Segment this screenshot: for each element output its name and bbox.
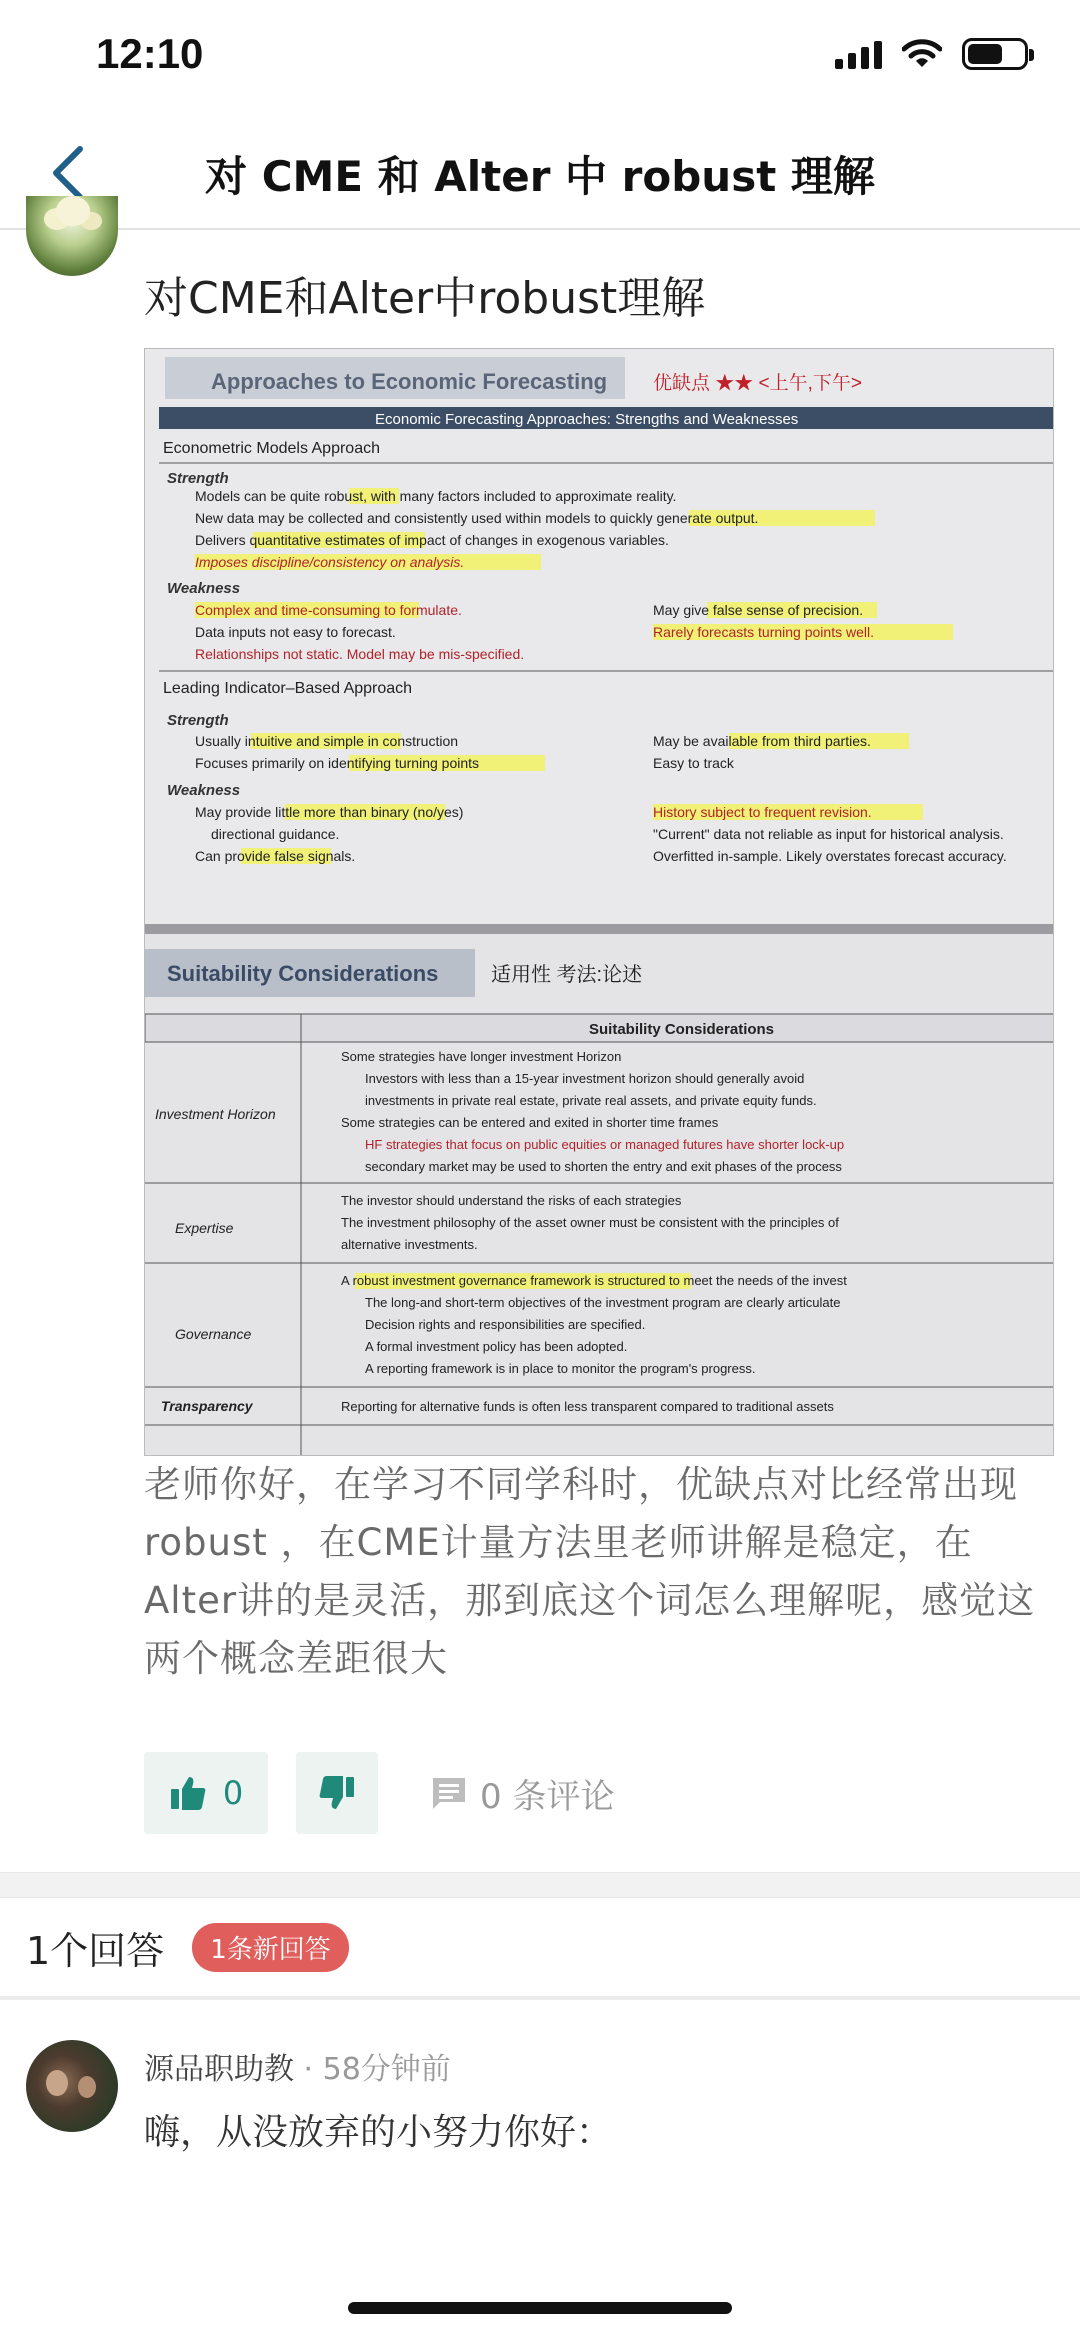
comment-icon <box>430 1775 468 1811</box>
status-icons <box>835 38 1028 70</box>
cellular-signal-icon <box>835 39 882 69</box>
answer-body: 嗨，从没放弃的小努力你好： <box>144 2112 613 2153</box>
photo-s1-item: New data may be collected and consistently used within models to quickly generate output. <box>195 510 759 526</box>
photo-s1-item: Imposes discipline/consistency on analysis. <box>195 554 465 570</box>
photo-row-line: A reporting framework is in place to monitor the program's progress. <box>365 1361 756 1376</box>
photo-row-line: A formal investment policy has been adopted. <box>365 1339 628 1354</box>
photo-weakness-2: Weakness <box>167 782 241 799</box>
photo-w1-left: Relationships not static. Model may be mis-specified. <box>195 646 525 662</box>
status-bar <box>0 0 1080 118</box>
photo-s1-item: Models can be quite robust, with many factors included to approximate reality. <box>195 488 677 504</box>
vote-row <box>144 1752 614 1834</box>
photo-s2-right: May be available from third parties. <box>653 733 871 749</box>
like-count: 0 <box>222 1774 244 1812</box>
nav-title: 对 CME 和 Alter 中 robust 理解 <box>205 152 875 201</box>
photo-row-line: The investor should understand the risks of each strategies <box>341 1193 682 1208</box>
section-divider <box>0 1872 1080 1898</box>
photo-content <box>145 349 1054 1456</box>
photo-row-line: The long-and short-term objectives of the investment program are clearly articulate <box>365 1295 841 1310</box>
comments-label: 0 条评论 <box>480 1776 615 1817</box>
photo-row-line: secondary market may be used to shorten the entry and exit phases of the process <box>365 1159 842 1174</box>
like-button[interactable] <box>144 1752 268 1834</box>
question-body: 老师你好，在学习不同学科时，优缺点对比经常出现robust ，在CME计量方法里老师讲解是稳定，在Alter讲的是灵活，那到底这个词怎么理解呢，感觉这两个概念差距很大 <box>144 1463 1036 1680</box>
answers-count: 1个回答 <box>26 1929 165 1973</box>
question-author-avatar[interactable] <box>26 196 118 276</box>
photo-row-label: Investment Horizon <box>155 1106 276 1122</box>
thumbs-down-icon <box>318 1775 356 1811</box>
battery-icon <box>962 38 1028 70</box>
photo-row-line: investments in private real estate, private real assets, and private equity funds. <box>365 1093 817 1108</box>
photo-s1-item: Delivers quantitative estimates of impact of changes in exogenous variables. <box>195 532 669 548</box>
photo-weakness-1: Weakness <box>167 580 241 597</box>
photo-s2-left: Usually intuitive and simple in construction <box>195 733 459 749</box>
photo-strength-1: Strength <box>167 470 229 487</box>
photo-row-line: Some strategies can be entered and exited in shorter time frames <box>341 1115 719 1130</box>
photo-w2-right: "Current" data not reliable as input for historical analysis. <box>653 826 1004 842</box>
photo-s2-right: Easy to track <box>653 755 734 771</box>
photo-s2-left: Focuses primarily on identifying turning points <box>195 755 480 771</box>
photo-heading-1: Approaches to Economic Forecasting <box>211 369 608 394</box>
new-answer-badge[interactable]: 1条新回答 <box>192 1923 349 1972</box>
comments-link[interactable] <box>430 1769 614 1818</box>
photo-section-2: Leading Indicator–Based Approach <box>163 680 413 697</box>
answer-author-name[interactable]: 源品职助教 <box>144 2052 294 2087</box>
photo-row-line: The investment philosophy of the asset owner must be consistent with the principles of <box>341 1215 839 1230</box>
answer-author-avatar[interactable] <box>26 2040 118 2132</box>
photo-w2-left: Can provide false signals. <box>195 848 356 864</box>
photo-note-1: 优缺点 ★★ <上午,下午> <box>653 373 863 394</box>
home-indicator <box>348 2302 732 2314</box>
photo-row-label: Transparency <box>161 1398 253 1414</box>
photo-w2-right: History subject to frequent revision. <box>653 804 872 820</box>
photo-row-label: Governance <box>175 1326 252 1342</box>
photo-row-line: Reporting for alternative funds is often less transparent compared to traditional assets <box>341 1399 834 1414</box>
photo-w1-left: Data inputs not easy to forecast. <box>195 624 396 640</box>
photo-w2-left: directional guidance. <box>211 826 340 842</box>
photo-w1-left: Complex and time-consuming to formulate. <box>195 602 462 618</box>
photo-note-2: 适用性 考法:论述 <box>491 964 643 986</box>
answers-header <box>26 1920 349 1975</box>
photo-section-1: Econometric Models Approach <box>163 440 380 457</box>
photo-row-line: HF strategies that focus on public equities or managed futures have shorter lock-up <box>365 1137 845 1152</box>
question-title: 对CME和Alter中robust理解 <box>144 273 706 324</box>
answer-time: · 58分钟前 <box>294 2052 451 2087</box>
photo-w2-left: May provide little more than binary (no/yes) <box>195 804 464 820</box>
photo-row-line: Decision rights and responsibilities are specified. <box>365 1317 646 1332</box>
photo-w1-right: Rarely forecasts turning points well. <box>653 624 874 640</box>
answer-author-line <box>144 2044 451 2088</box>
photo-heading-2: Suitability Considerations <box>167 961 439 986</box>
dislike-button[interactable] <box>296 1752 378 1834</box>
photo-w2-right: Overfitted in-sample. Likely overstates forecast accuracy. <box>653 848 1007 864</box>
photo-row-line: Some strategies have longer investment Horizon <box>341 1049 622 1064</box>
wifi-icon <box>902 39 942 69</box>
photo-strength-2: Strength <box>167 712 229 729</box>
photo-w1-right: May give false sense of precision. <box>653 602 864 618</box>
photo-row-line: alternative investments. <box>341 1237 478 1252</box>
nav-bar <box>0 118 1080 230</box>
photo-row-label: Expertise <box>175 1220 234 1236</box>
photo-row-line: Investors with less than a 15-year investment horizon should generally avoid <box>365 1071 805 1086</box>
photo-banner: Economic Forecasting Approaches: Strengths and Weaknesses <box>375 411 799 428</box>
photo-col-header: Suitability Considerations <box>589 1021 775 1038</box>
status-time: 12:10 <box>96 30 204 77</box>
divider <box>0 1996 1080 2000</box>
question-photo[interactable] <box>144 348 1054 1456</box>
thumbs-up-icon <box>169 1775 207 1811</box>
photo-row-line: A robust investment governance framework is structured to meet the needs of the invest <box>341 1273 847 1288</box>
